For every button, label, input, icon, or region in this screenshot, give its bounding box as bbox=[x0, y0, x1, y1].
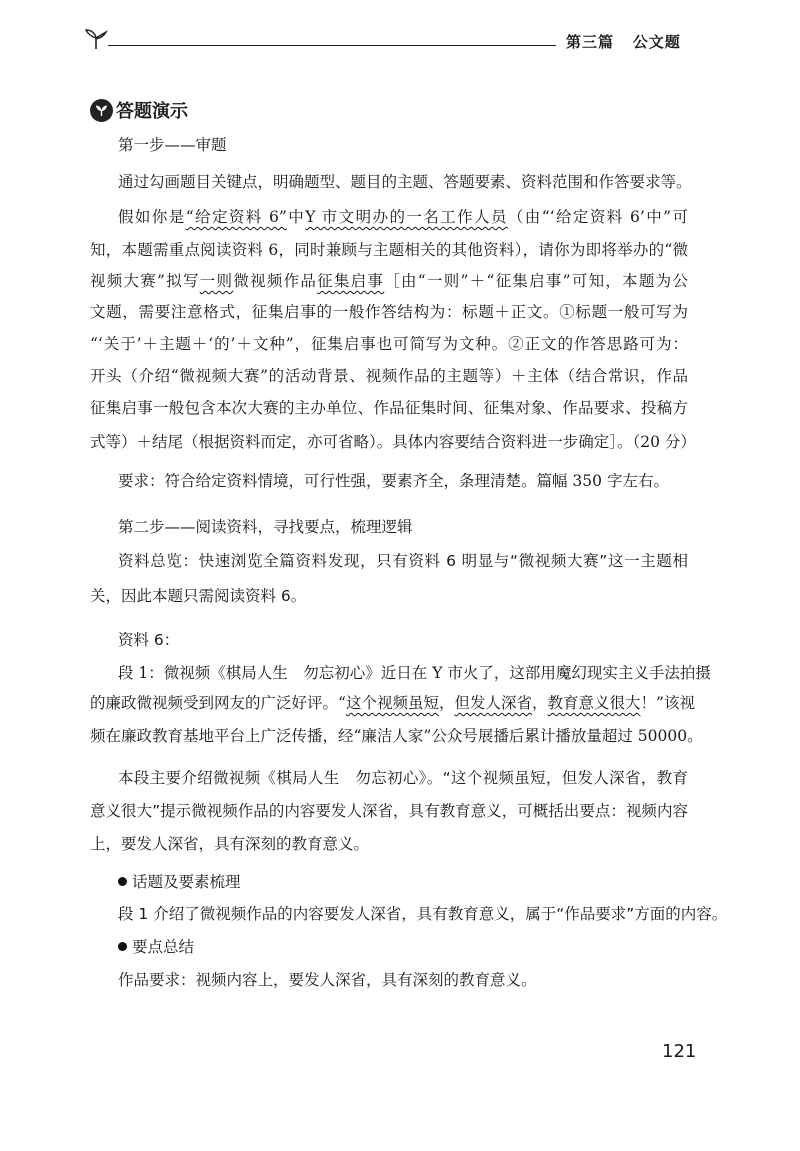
step1-heading: 第一步——审题 bbox=[118, 136, 227, 154]
step2-overview-line-2: 关，因此本题只需阅读资料 6。 bbox=[90, 587, 307, 605]
section-title: 答题演示 bbox=[116, 101, 188, 122]
keyword-underline: 征集启事 bbox=[317, 272, 385, 290]
step1-question-line-6: 开头（介绍“微视频大赛”的活动背景、视频作品的主题等）＋主体（结合常识，作品 bbox=[90, 367, 688, 385]
leaf-icon bbox=[90, 99, 113, 122]
bullet-key-points-text: 作品要求：视频内容上，要发人深省，具有深刻的教育意义。 bbox=[118, 971, 537, 989]
topic-label: 公文题 bbox=[632, 33, 681, 51]
bullet-icon bbox=[118, 877, 127, 886]
step1-requirement: 要求：符合给定资料情境，可行性强，要素齐全，条理清楚。篇幅 350 字左右。 bbox=[118, 472, 669, 490]
material-label: 资料 6： bbox=[118, 631, 180, 649]
keyword-underline: 一则 bbox=[199, 272, 234, 290]
keyword-underline: Y 市文明办的一名工作人员 bbox=[305, 208, 508, 226]
section-heading bbox=[90, 97, 188, 123]
bullet-icon bbox=[118, 942, 127, 951]
step1-question-line-1: 假如你是“给定资料 6”中Y 市文明办的一名工作人员（由“‘给定资料 6’中”可 bbox=[118, 208, 688, 226]
chapter-label: 第三篇 bbox=[566, 33, 615, 51]
material-paragraph-line-3: 频在廉政教育基地平台上广泛传播，经“廉洁人家”公众号展播后累计播放量超过 50000。 bbox=[90, 727, 703, 745]
keyword-underline: 但发人深省 bbox=[454, 694, 532, 712]
running-header bbox=[566, 31, 681, 52]
step1-intro: 通过勾画题目关键点，明确题型、题目的主题、答题要素、资料范围和作答要求等。 bbox=[118, 173, 692, 191]
sprout-icon bbox=[84, 28, 108, 50]
step1-question-line-7: 征集启事一般包含本次大赛的主办单位、作品征集时间、征集对象、作品要求、投稿方 bbox=[90, 399, 688, 417]
step2-heading: 第二步——阅读资料，寻找要点，梳理逻辑 bbox=[118, 518, 413, 536]
step1-question-line-8: 式等）＋结尾（根据资料而定，亦可省略）。具体内容要结合资料进一步确定］。（20 分） bbox=[90, 433, 696, 451]
bullet-topic-elements: 话题及要素梳理 bbox=[118, 872, 241, 892]
step1-question-line-4: 文题，需要注意格式，征集启事的一般作答结构为：标题＋正文。①标题一般可写为 bbox=[90, 303, 688, 321]
step2-overview-line-1: 资料总览：快速浏览全篇资料发现，只有资料 6 明显与“微视频大赛”这一主题相 bbox=[118, 552, 688, 570]
analysis-line-3: 上，要发人深省，具有深刻的教育意义。 bbox=[90, 835, 370, 853]
bullet-topic-text: 段 1 介绍了微视频作品的内容要发人深省，具有教育意义，属于“作品要求”方面的内容。 bbox=[118, 905, 728, 923]
header-rule bbox=[108, 45, 556, 46]
material-paragraph-line-2: 的廉政微视频受到网友的广泛好评。“这个视频虽短，但发人深省，教育意义很大！”该视 bbox=[90, 694, 695, 712]
step1-question-line-5: “‘关于’＋主题＋‘的’＋文种”，征集启事也可简写为文种。②正文的作答思路可为： bbox=[90, 335, 688, 353]
step1-question-line-2: 知，本题需重点阅读资料 6，同时兼顾与主题相关的其他资料），请你为即将举办的“微 bbox=[90, 241, 688, 259]
keyword-underline: 教育意义很大 bbox=[547, 694, 641, 712]
analysis-line-1: 本段主要介绍微视频《棋局人生 勿忘初心》。“这个视频虽短，但发人深省，教育 bbox=[118, 769, 688, 787]
material-paragraph-line-1: 段 1：微视频《棋局人生 勿忘初心》近日在 Y 市火了，这部用魔幻现实主义手法拍摄 bbox=[118, 664, 711, 682]
keyword-underline: 这个视频虽短 bbox=[345, 694, 439, 712]
bullet-key-points: 要点总结 bbox=[118, 937, 194, 957]
analysis-line-2: 意义很大”提示微视频作品的内容要发人深省，具有教育意义，可概括出要点：视频内容 bbox=[90, 802, 688, 820]
keyword-underline: “给定资料 6” bbox=[185, 208, 287, 226]
page-number: 121 bbox=[662, 1041, 697, 1062]
step1-question-line-3: 视频大赛”拟写一则微视频作品征集启事［由“一则”＋“征集启事”可知，本题为公 bbox=[90, 272, 688, 290]
